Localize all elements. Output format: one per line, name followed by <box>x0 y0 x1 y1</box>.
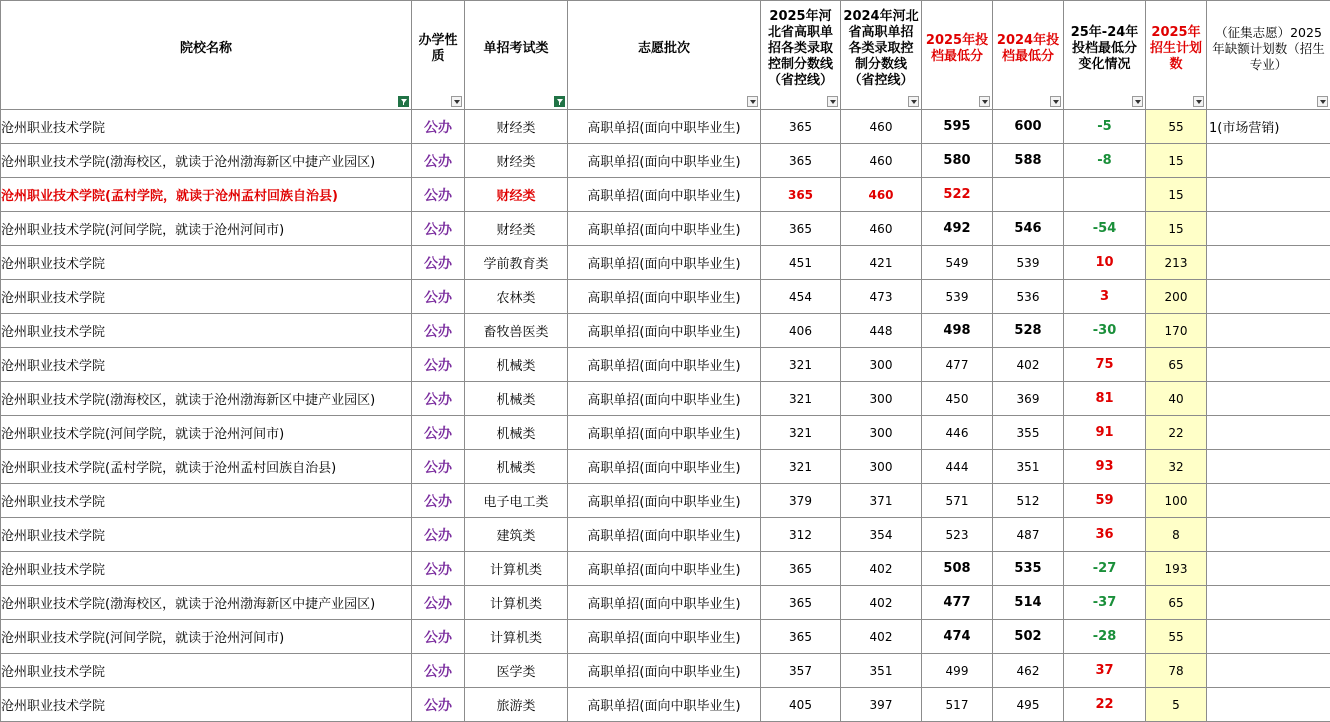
cell-control-line-2025[interactable]: 451 <box>761 246 841 280</box>
cell-plan-2025[interactable]: 40 <box>1146 382 1207 416</box>
cell-min-score-2025[interactable]: 549 <box>922 246 993 280</box>
cell-control-line-2025[interactable]: 365 <box>761 586 841 620</box>
cell-batch[interactable]: 高职单招(面向中职毕业生) <box>568 620 761 654</box>
cell-score-change[interactable] <box>1064 178 1146 212</box>
header-control-line-2024: 2024年河北省高职单招各类录取控制分数线（省控线） <box>841 1 922 110</box>
cell-min-score-2024[interactable]: 528 <box>993 314 1064 348</box>
cell-plan-2025[interactable]: 15 <box>1146 144 1207 178</box>
cell-min-score-2025[interactable]: 498 <box>922 314 993 348</box>
cell-nature[interactable]: 公办 <box>412 246 465 280</box>
cell-score-change[interactable]: 36 <box>1064 518 1146 552</box>
cell-control-line-2024[interactable]: 300 <box>841 416 922 450</box>
cell-min-score-2024[interactable]: 402 <box>993 348 1064 382</box>
cell-exam-category[interactable]: 机械类 <box>465 348 568 382</box>
cell-batch[interactable]: 高职单招(面向中职毕业生) <box>568 586 761 620</box>
cell-batch[interactable]: 高职单招(面向中职毕业生) <box>568 212 761 246</box>
cell-school-name[interactable]: 沧州职业技术学院(河间学院，就读于沧州河间市) <box>1 212 412 246</box>
table-row <box>1 518 1330 552</box>
cell-min-score-2024[interactable]: 462 <box>993 654 1064 688</box>
header-nature: 办学性质 <box>412 1 465 110</box>
cell-nature[interactable]: 公办 <box>412 348 465 382</box>
table-row <box>1 246 1330 280</box>
cell-plan-2025[interactable]: 200 <box>1146 280 1207 314</box>
cell-score-change[interactable]: 81 <box>1064 382 1146 416</box>
cell-min-score-2025[interactable]: 539 <box>922 280 993 314</box>
cell-batch[interactable]: 高职单招(面向中职毕业生) <box>568 688 761 722</box>
cell-control-line-2024[interactable]: 300 <box>841 382 922 416</box>
cell-plan-2025[interactable]: 55 <box>1146 110 1207 144</box>
cell-control-line-2024[interactable]: 354 <box>841 518 922 552</box>
table-row <box>1 382 1330 416</box>
cell-control-line-2024[interactable]: 402 <box>841 552 922 586</box>
cell-school-name[interactable]: 沧州职业技术学院 <box>1 348 412 382</box>
cell-min-score-2024[interactable]: 495 <box>993 688 1064 722</box>
cell-min-score-2025[interactable]: 522 <box>922 178 993 212</box>
cell-vacancy-plan[interactable] <box>1207 178 1330 212</box>
cell-school-name[interactable]: 沧州职业技术学院 <box>1 280 412 314</box>
cell-nature[interactable]: 公办 <box>412 654 465 688</box>
cell-control-line-2024[interactable]: 448 <box>841 314 922 348</box>
cell-control-line-2024[interactable]: 473 <box>841 280 922 314</box>
cell-school-name[interactable]: 沧州职业技术学院 <box>1 314 412 348</box>
table-row <box>1 314 1330 348</box>
cell-score-change[interactable]: -28 <box>1064 620 1146 654</box>
cell-school-name[interactable]: 沧州职业技术学院 <box>1 110 412 144</box>
cell-batch[interactable]: 高职单招(面向中职毕业生) <box>568 654 761 688</box>
cell-exam-category[interactable]: 财经类 <box>465 144 568 178</box>
table-row <box>1 144 1330 178</box>
cell-min-score-2025[interactable]: 474 <box>922 620 993 654</box>
table-row <box>1 416 1330 450</box>
dropdown-arrow-icon[interactable] <box>747 96 758 107</box>
cell-batch[interactable]: 高职单招(面向中职毕业生) <box>568 110 761 144</box>
header-row <box>1 1 1330 110</box>
cell-min-score-2025[interactable]: 492 <box>922 212 993 246</box>
cell-plan-2025[interactable]: 22 <box>1146 416 1207 450</box>
cell-school-name[interactable]: 沧州职业技术学院 <box>1 654 412 688</box>
dropdown-arrow-icon[interactable] <box>908 96 919 107</box>
cell-nature[interactable]: 公办 <box>412 416 465 450</box>
cell-school-name[interactable]: 沧州职业技术学院 <box>1 246 412 280</box>
cell-min-score-2025[interactable]: 444 <box>922 450 993 484</box>
cell-score-change[interactable]: -30 <box>1064 314 1146 348</box>
cell-plan-2025[interactable]: 65 <box>1146 348 1207 382</box>
cell-min-score-2024[interactable]: 502 <box>993 620 1064 654</box>
cell-plan-2025[interactable]: 32 <box>1146 450 1207 484</box>
cell-school-name[interactable]: 沧州职业技术学院(孟村学院，就读于沧州孟村回族自治县) <box>1 450 412 484</box>
cell-score-change[interactable]: 22 <box>1064 688 1146 722</box>
dropdown-arrow-icon[interactable] <box>1050 96 1061 107</box>
header-exam-category: 单招考试类 <box>465 1 568 110</box>
cell-exam-category[interactable]: 农林类 <box>465 280 568 314</box>
cell-school-name[interactable]: 沧州职业技术学院(河间学院，就读于沧州河间市) <box>1 620 412 654</box>
table-row <box>1 450 1330 484</box>
cell-plan-2025[interactable]: 213 <box>1146 246 1207 280</box>
cell-batch[interactable]: 高职单招(面向中职毕业生) <box>568 178 761 212</box>
cell-plan-2025[interactable]: 78 <box>1146 654 1207 688</box>
cell-exam-category[interactable]: 电子电工类 <box>465 484 568 518</box>
cell-vacancy-plan[interactable] <box>1207 314 1330 348</box>
cell-min-score-2025[interactable]: 595 <box>922 110 993 144</box>
cell-plan-2025[interactable]: 5 <box>1146 688 1207 722</box>
cell-vacancy-plan[interactable] <box>1207 144 1330 178</box>
cell-exam-category[interactable]: 旅游类 <box>465 688 568 722</box>
cell-batch[interactable]: 高职单招(面向中职毕业生) <box>568 382 761 416</box>
cell-score-change[interactable]: -27 <box>1064 552 1146 586</box>
cell-score-change[interactable]: -5 <box>1064 110 1146 144</box>
cell-min-score-2024[interactable]: 588 <box>993 144 1064 178</box>
cell-exam-category[interactable]: 畜牧兽医类 <box>465 314 568 348</box>
cell-plan-2025[interactable]: 15 <box>1146 178 1207 212</box>
cell-control-line-2025[interactable]: 379 <box>761 484 841 518</box>
cell-batch[interactable]: 高职单招(面向中职毕业生) <box>568 314 761 348</box>
cell-exam-category[interactable]: 计算机类 <box>465 586 568 620</box>
cell-plan-2025[interactable]: 170 <box>1146 314 1207 348</box>
cell-min-score-2025[interactable]: 580 <box>922 144 993 178</box>
cell-control-line-2025[interactable]: 312 <box>761 518 841 552</box>
cell-min-score-2024[interactable]: 535 <box>993 552 1064 586</box>
cell-vacancy-plan[interactable] <box>1207 484 1330 518</box>
cell-school-name[interactable]: 沧州职业技术学院 <box>1 688 412 722</box>
cell-exam-category[interactable]: 计算机类 <box>465 620 568 654</box>
dropdown-arrow-icon[interactable] <box>1132 96 1143 107</box>
cell-min-score-2025[interactable]: 477 <box>922 586 993 620</box>
cell-vacancy-plan[interactable] <box>1207 552 1330 586</box>
cell-vacancy-plan[interactable] <box>1207 620 1330 654</box>
header-batch: 志愿批次 <box>568 1 761 110</box>
cell-control-line-2024[interactable]: 351 <box>841 654 922 688</box>
cell-nature[interactable]: 公办 <box>412 586 465 620</box>
cell-batch[interactable]: 高职单招(面向中职毕业生) <box>568 552 761 586</box>
cell-nature[interactable]: 公办 <box>412 110 465 144</box>
cell-vacancy-plan[interactable] <box>1207 416 1330 450</box>
dropdown-arrow-icon[interactable] <box>979 96 990 107</box>
cell-batch[interactable]: 高职单招(面向中职毕业生) <box>568 484 761 518</box>
header-plan-2025: 2025年招生计划数 <box>1146 1 1207 110</box>
cell-nature[interactable]: 公办 <box>412 552 465 586</box>
cell-school-name[interactable]: 沧州职业技术学院(河间学院，就读于沧州河间市) <box>1 416 412 450</box>
dropdown-arrow-icon[interactable] <box>1193 96 1204 107</box>
cell-control-line-2025[interactable]: 321 <box>761 450 841 484</box>
dropdown-arrow-icon[interactable] <box>827 96 838 107</box>
cell-school-name[interactable]: 沧州职业技术学院(渤海校区，就读于沧州渤海新区中捷产业园区) <box>1 144 412 178</box>
cell-control-line-2024[interactable]: 460 <box>841 144 922 178</box>
cell-vacancy-plan[interactable] <box>1207 382 1330 416</box>
table-row <box>1 212 1330 246</box>
cell-min-score-2025[interactable]: 477 <box>922 348 993 382</box>
cell-control-line-2025[interactable]: 365 <box>761 552 841 586</box>
cell-control-line-2025[interactable]: 365 <box>761 620 841 654</box>
header-school-name: 院校名称 <box>1 1 412 110</box>
cell-vacancy-plan[interactable]: 1(市场营销) <box>1207 110 1330 144</box>
cell-min-score-2025[interactable]: 523 <box>922 518 993 552</box>
cell-control-line-2024[interactable]: 460 <box>841 110 922 144</box>
cell-min-score-2024[interactable]: 487 <box>993 518 1064 552</box>
cell-vacancy-plan[interactable] <box>1207 688 1330 722</box>
cell-control-line-2025[interactable]: 321 <box>761 382 841 416</box>
cell-score-change[interactable]: -8 <box>1064 144 1146 178</box>
cell-control-line-2024[interactable]: 421 <box>841 246 922 280</box>
cell-score-change[interactable]: 75 <box>1064 348 1146 382</box>
cell-control-line-2024[interactable]: 460 <box>841 212 922 246</box>
cell-control-line-2024[interactable]: 397 <box>841 688 922 722</box>
cell-min-score-2024[interactable]: 351 <box>993 450 1064 484</box>
cell-min-score-2025[interactable]: 571 <box>922 484 993 518</box>
cell-nature[interactable]: 公办 <box>412 688 465 722</box>
header-vacancy-plan: （征集志愿）2025年缺额计划数（招生专业） <box>1207 1 1330 110</box>
cell-vacancy-plan[interactable] <box>1207 348 1330 382</box>
cell-batch[interactable]: 高职单招(面向中职毕业生) <box>568 348 761 382</box>
cell-vacancy-plan[interactable] <box>1207 586 1330 620</box>
cell-control-line-2025[interactable]: 454 <box>761 280 841 314</box>
cell-min-score-2024[interactable]: 514 <box>993 586 1064 620</box>
cell-nature[interactable]: 公办 <box>412 620 465 654</box>
cell-min-score-2025[interactable]: 499 <box>922 654 993 688</box>
cell-score-change[interactable]: 10 <box>1064 246 1146 280</box>
header-control-line-2025: 2025年河北省高职单招各类录取控制分数线（省控线） <box>761 1 841 110</box>
cell-control-line-2025[interactable]: 405 <box>761 688 841 722</box>
table-row <box>1 688 1330 722</box>
cell-score-change[interactable]: 3 <box>1064 280 1146 314</box>
cell-nature[interactable]: 公办 <box>412 314 465 348</box>
header-min-score-2024: 2024年投档最低分 <box>993 1 1064 110</box>
cell-nature[interactable]: 公办 <box>412 382 465 416</box>
cell-exam-category[interactable]: 机械类 <box>465 416 568 450</box>
cell-score-change[interactable]: 37 <box>1064 654 1146 688</box>
cell-vacancy-plan[interactable] <box>1207 212 1330 246</box>
table-row <box>1 280 1330 314</box>
cell-control-line-2025[interactable]: 357 <box>761 654 841 688</box>
cell-school-name[interactable]: 沧州职业技术学院 <box>1 484 412 518</box>
cell-plan-2025[interactable]: 100 <box>1146 484 1207 518</box>
cell-batch[interactable]: 高职单招(面向中职毕业生) <box>568 450 761 484</box>
cell-control-line-2025[interactable]: 365 <box>761 144 841 178</box>
cell-control-line-2024[interactable]: 402 <box>841 586 922 620</box>
header-score-change: 25年-24年投档最低分变化情况 <box>1064 1 1146 110</box>
cell-min-score-2024[interactable]: 546 <box>993 212 1064 246</box>
cell-vacancy-plan[interactable] <box>1207 518 1330 552</box>
table-body <box>1 110 1330 722</box>
cell-control-line-2024[interactable]: 300 <box>841 348 922 382</box>
cell-control-line-2025[interactable]: 365 <box>761 212 841 246</box>
table-row <box>1 178 1330 212</box>
cell-school-name[interactable]: 沧州职业技术学院(孟村学院，就读于沧州孟村回族自治县) <box>1 178 412 212</box>
cell-control-line-2024[interactable]: 402 <box>841 620 922 654</box>
cell-min-score-2024[interactable]: 600 <box>993 110 1064 144</box>
cell-exam-category[interactable]: 机械类 <box>465 382 568 416</box>
table-row <box>1 654 1330 688</box>
cell-min-score-2025[interactable]: 446 <box>922 416 993 450</box>
cell-control-line-2025[interactable]: 406 <box>761 314 841 348</box>
cell-min-score-2024[interactable]: 355 <box>993 416 1064 450</box>
cell-vacancy-plan[interactable] <box>1207 280 1330 314</box>
cell-control-line-2025[interactable]: 365 <box>761 110 841 144</box>
cell-plan-2025[interactable]: 8 <box>1146 518 1207 552</box>
table-row <box>1 484 1330 518</box>
table-row <box>1 552 1330 586</box>
cell-batch[interactable]: 高职单招(面向中职毕业生) <box>568 246 761 280</box>
cell-exam-category[interactable]: 财经类 <box>465 212 568 246</box>
cell-min-score-2024[interactable] <box>993 178 1064 212</box>
cell-score-change[interactable]: -37 <box>1064 586 1146 620</box>
cell-score-change[interactable]: 91 <box>1064 416 1146 450</box>
dropdown-arrow-icon[interactable] <box>451 96 462 107</box>
header-min-score-2025: 2025年投档最低分 <box>922 1 993 110</box>
cell-exam-category[interactable]: 计算机类 <box>465 552 568 586</box>
cell-control-line-2024[interactable]: 300 <box>841 450 922 484</box>
cell-min-score-2025[interactable]: 450 <box>922 382 993 416</box>
cell-control-line-2025[interactable]: 321 <box>761 348 841 382</box>
cell-nature[interactable]: 公办 <box>412 212 465 246</box>
cell-control-line-2025[interactable]: 365 <box>761 178 841 212</box>
cell-min-score-2024[interactable]: 369 <box>993 382 1064 416</box>
cell-plan-2025[interactable]: 15 <box>1146 212 1207 246</box>
cell-batch[interactable]: 高职单招(面向中职毕业生) <box>568 416 761 450</box>
cell-exam-category[interactable]: 学前教育类 <box>465 246 568 280</box>
cell-vacancy-plan[interactable] <box>1207 246 1330 280</box>
cell-school-name[interactable]: 沧州职业技术学院(渤海校区，就读于沧州渤海新区中捷产业园区) <box>1 586 412 620</box>
cell-min-score-2025[interactable]: 517 <box>922 688 993 722</box>
cell-exam-category[interactable]: 建筑类 <box>465 518 568 552</box>
cell-nature[interactable]: 公办 <box>412 484 465 518</box>
cell-batch[interactable]: 高职单招(面向中职毕业生) <box>568 144 761 178</box>
cell-plan-2025[interactable]: 193 <box>1146 552 1207 586</box>
cell-school-name[interactable]: 沧州职业技术学院(渤海校区，就读于沧州渤海新区中捷产业园区) <box>1 382 412 416</box>
cell-min-score-2024[interactable]: 539 <box>993 246 1064 280</box>
cell-min-score-2025[interactable]: 508 <box>922 552 993 586</box>
cell-exam-category[interactable]: 机械类 <box>465 450 568 484</box>
cell-min-score-2024[interactable]: 536 <box>993 280 1064 314</box>
cell-score-change[interactable]: -54 <box>1064 212 1146 246</box>
cell-score-change[interactable]: 93 <box>1064 450 1146 484</box>
cell-plan-2025[interactable]: 55 <box>1146 620 1207 654</box>
cell-plan-2025[interactable]: 65 <box>1146 586 1207 620</box>
cell-min-score-2024[interactable]: 512 <box>993 484 1064 518</box>
cell-nature[interactable]: 公办 <box>412 280 465 314</box>
cell-vacancy-plan[interactable] <box>1207 450 1330 484</box>
cell-nature[interactable]: 公办 <box>412 144 465 178</box>
cell-control-line-2025[interactable]: 321 <box>761 416 841 450</box>
filter-active-icon[interactable] <box>554 96 565 107</box>
cell-batch[interactable]: 高职单招(面向中职毕业生) <box>568 518 761 552</box>
cell-school-name[interactable]: 沧州职业技术学院 <box>1 552 412 586</box>
cell-score-change[interactable]: 59 <box>1064 484 1146 518</box>
cell-exam-category[interactable]: 医学类 <box>465 654 568 688</box>
cell-exam-category[interactable]: 财经类 <box>465 110 568 144</box>
table-row <box>1 110 1330 144</box>
cell-control-line-2024[interactable]: 460 <box>841 178 922 212</box>
cell-nature[interactable]: 公办 <box>412 178 465 212</box>
table-row <box>1 620 1330 654</box>
cell-nature[interactable]: 公办 <box>412 518 465 552</box>
filter-active-icon[interactable] <box>398 96 409 107</box>
cell-control-line-2024[interactable]: 371 <box>841 484 922 518</box>
cell-vacancy-plan[interactable] <box>1207 654 1330 688</box>
cell-school-name[interactable]: 沧州职业技术学院 <box>1 518 412 552</box>
table-row <box>1 586 1330 620</box>
cell-exam-category[interactable]: 财经类 <box>465 178 568 212</box>
cell-batch[interactable]: 高职单招(面向中职毕业生) <box>568 280 761 314</box>
table-row <box>1 348 1330 382</box>
dropdown-arrow-icon[interactable] <box>1317 96 1328 107</box>
cell-nature[interactable]: 公办 <box>412 450 465 484</box>
